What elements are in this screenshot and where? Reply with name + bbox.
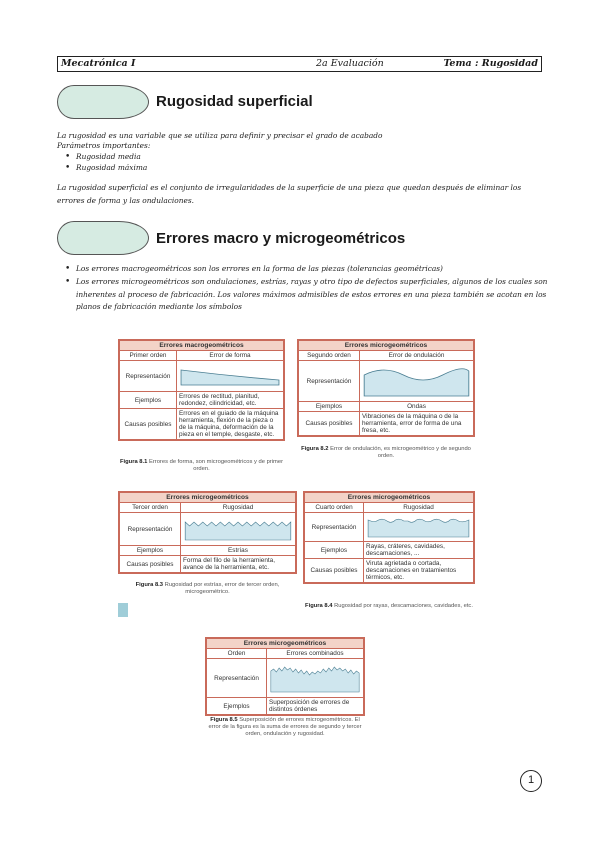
header-subject: Mecatrónica I (61, 58, 136, 69)
caption-text: Superposición de errores microgeométricos. El error de la figura es la suma de errores de segundo y tercer orden, ondulación y rugosidad. (208, 717, 362, 737)
caption-text: Rugosidad por estrías, error de tercer orden, microgeométrico. (164, 582, 280, 595)
figure-title: Errores microgeométricos (299, 341, 474, 351)
causes-label: Causas posibles (120, 409, 177, 440)
caption-figure-number: Figura 8.4 (305, 603, 333, 609)
caption-figure-number: Figura 8.1 (119, 459, 148, 465)
figure-caption (297, 446, 475, 460)
param-item: • Rugosidad media (76, 152, 141, 162)
causes-label: Causas posibles (299, 412, 360, 436)
figure-caption (303, 603, 475, 610)
figure-caption (118, 582, 297, 596)
page-header (57, 56, 542, 72)
rep-label: Representación (305, 513, 364, 542)
section-title-errores: Errores macro y microgeométricos (156, 230, 406, 247)
profile-form (177, 361, 284, 392)
rep-label: Representación (120, 361, 177, 392)
section-pill-decoration (57, 221, 149, 255)
examples-value: Estrías (181, 546, 296, 556)
order-value: Rugosidad (181, 503, 296, 513)
figure-8-3 (118, 491, 297, 574)
order-label: Orden (207, 649, 267, 659)
causes-value: Viruta agrietada o cortada, descamaciones en tratamientos térmicos, etc. (364, 559, 474, 583)
definition-line: errores de forma y las ondulaciones. (57, 196, 195, 205)
figure-caption (118, 459, 285, 473)
definition-line: La rugosidad superficial es el conjunto de irregularidades de la superficie de una pieza que quedan después de eliminar los (57, 183, 522, 192)
profile-striations (181, 513, 296, 546)
profile-scratches (364, 513, 474, 542)
order-value: Rugosidad (364, 503, 474, 513)
intro-text: La rugosidad es una variable que se utiliza para definir y precisar el grado de acabado (57, 131, 383, 140)
bullet-macro: • Los errores macrogeométricos son los errores en la forma de las piezas (tolerancias geométricas) (76, 264, 443, 274)
order-value: Errores combinados (267, 649, 364, 659)
order-value: Error de ondulación (360, 351, 474, 361)
order-label: Cuarto orden (305, 503, 364, 513)
param-item: • Rugosidad máxima (76, 163, 147, 173)
section-title-rugosidad: Rugosidad superficial (156, 93, 313, 110)
figure-8-1 (118, 339, 285, 441)
order-label: Segundo orden (299, 351, 360, 361)
causes-value: Vibraciones de la máquina o de la herramienta, error de forma de una fresa, etc. (360, 412, 474, 436)
rep-label: Representación (299, 361, 360, 402)
causes-value: Forma del filo de la herramienta, avance de la herramienta, etc. (181, 556, 296, 573)
caption-figure-number: Figura 8.2 (301, 446, 329, 452)
figure-title: Errores microgeométricos (120, 493, 296, 503)
thumbnail-image (118, 603, 128, 617)
causes-label: Causas posibles (305, 559, 364, 583)
examples-label: Ejemplos (305, 542, 364, 559)
figure-8-2 (297, 339, 475, 437)
page-number: 1 (520, 770, 542, 792)
examples-value: Rayas, cráteres, cavidades, descamaciones, ... (364, 542, 474, 559)
figure-title: Errores microgeométricos (305, 493, 474, 503)
bullet-micro: • Los errores microgeométricos son ondulaciones, estrías, rayas y otro tipo de defectos superficiales, algunos de los cuales son (76, 277, 547, 287)
params-label: Parámetros importantes: (57, 141, 151, 150)
figure-8-4 (303, 491, 475, 584)
profile-combined (267, 659, 364, 698)
order-label: Tercer orden (120, 503, 181, 513)
caption-text: Errores de forma, son microgeométricos y de primer orden. (148, 459, 284, 472)
examples-value: Errores de rectitud, planitud, redondez, cilindricidad, etc. (177, 392, 284, 409)
causes-value: Errores en el guiado de la máquina herramienta, flexión de la pieza o de la máquina, deformación de la pieza en el temple, desgaste, etc. (177, 409, 284, 440)
causes-label: Causas posibles (120, 556, 181, 573)
figure-caption (205, 717, 365, 738)
figure-title: Errores macrogeométricos (120, 341, 284, 351)
caption-text: Rugosidad por rayas, descamaciones, cavidades, etc. (334, 603, 473, 609)
header-topic: Tema : Rugosidad (443, 58, 538, 69)
bullet-micro-cont: planos de fabricación mediante los símbolos (76, 302, 242, 311)
examples-label: Ejemplos (299, 402, 360, 412)
caption-figure-number: Figura 8.5 (210, 717, 238, 723)
rep-label: Representación (207, 659, 267, 698)
examples-label: Ejemplos (207, 698, 267, 715)
examples-value: Ondas (360, 402, 474, 412)
profile-wave (360, 361, 474, 402)
examples-label: Ejemplos (120, 392, 177, 409)
header-evaluation: 2a Evaluación (316, 58, 384, 69)
caption-text: Error de ondulación, es microgeométrico y de segundo orden. (330, 446, 471, 459)
rep-label: Representación (120, 513, 181, 546)
order-value: Error de forma (177, 351, 284, 361)
caption-figure-number: Figura 8.3 (135, 582, 164, 588)
examples-label: Ejemplos (120, 546, 181, 556)
figure-title: Errores microgeométricos (207, 639, 364, 649)
order-label: Primer orden (120, 351, 177, 361)
section-pill-decoration (57, 85, 149, 119)
figure-8-5 (205, 637, 365, 716)
bullet-micro-cont: inherentes al proceso de fabricación. Los valores máximos admisibles de estos errores en una pieza también se acotan en los (76, 290, 547, 299)
examples-value: Superposición de errores de distintos órdenes (267, 698, 364, 715)
